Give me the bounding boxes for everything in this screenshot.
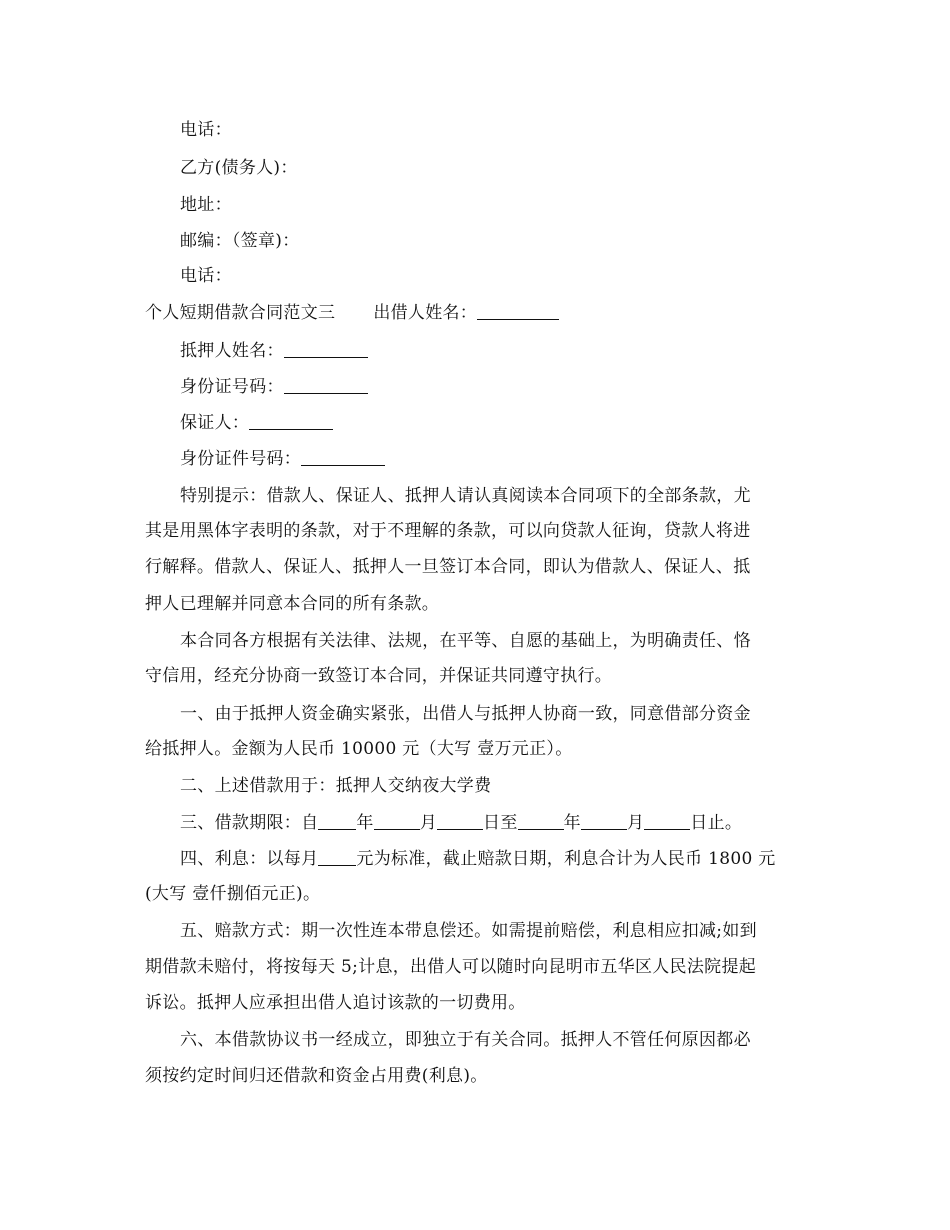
year-label-2: 年 (563, 813, 581, 833)
document-title: 个人短期借款合同范文三 (145, 303, 336, 323)
clause-1-line-2: 给抵押人。金额为人民币 10000 元（大写 壹万元正）。 (145, 739, 573, 759)
lender-name-blank (477, 303, 559, 320)
interest-rest: 元为标准，截止赔款日期，利息合计为人民币 1800 元 (356, 849, 776, 869)
address-label: 地址： (180, 195, 232, 215)
year-label-1: 年 (356, 813, 374, 833)
notice-line-1: 特别提示：借款人、保证人、抵押人请认真阅读本合同项下的全部条款，尤 (180, 486, 751, 506)
guarantor-blank (249, 413, 333, 430)
interest-prefix: 四、利息：以每月 (180, 849, 319, 869)
loan-term-prefix: 三、借款期限：自 (180, 813, 319, 833)
mortgagor-name-blank (284, 341, 368, 358)
clause-2: 二、上述借款用于：抵押人交纳夜大学费 (180, 776, 492, 796)
clause-6-line-2: 须按约定时间归还借款和资金占用费(利息)。 (145, 1066, 488, 1086)
id-number-line (180, 377, 368, 397)
month-label-2: 月 (626, 813, 645, 833)
clause-1-line-1: 一、由于抵押人资金确实紧张，出借人与抵押人协商一致，同意借部分资金 (180, 704, 751, 724)
id-document-label: 身份证件号码： (180, 449, 302, 469)
intro-line-1: 本合同各方根据有关法律、法规，在平等、自愿的基础上，为明确责任、恪 (180, 631, 751, 651)
start-day-blank (437, 813, 483, 830)
monthly-interest-blank (318, 849, 356, 866)
notice-line-4: 押人已理解并同意本合同的所有条款。 (145, 594, 440, 614)
phone-label-2: 电话： (180, 266, 232, 286)
clause-5-line-1: 五、赔款方式：期一次性连本带息偿还。如需提前赔偿，利息相应扣减;如到 (180, 921, 757, 941)
id-number-label: 身份证号码： (180, 377, 284, 397)
end-day-blank (644, 813, 690, 830)
clause-5-line-2: 期借款未赔付，将按每天 5;计息，出借人可以随时向昆明市五华区人民法院提起 (145, 957, 757, 977)
phone-label-1: 电话： (180, 120, 232, 140)
end-year-blank (518, 813, 564, 830)
end-month-blank (581, 813, 627, 830)
id-document-line (180, 449, 385, 469)
id-document-blank (301, 449, 385, 466)
intro-line-2: 守信用，经充分协商一致签订本合同，并保证共同遵守执行。 (145, 666, 613, 686)
party-b-label: 乙方(债务人)： (180, 158, 298, 178)
clause-4-line-2: (大写 壹仟捌佰元正)。 (145, 884, 321, 904)
start-month-blank (374, 813, 420, 830)
day-to-label: 日至 (483, 813, 518, 833)
day-end-label: 日止。 (690, 813, 743, 833)
guarantor-label: 保证人： (180, 413, 250, 433)
mortgagor-name-label: 抵押人姓名： (180, 341, 284, 361)
mortgagor-name-line (180, 341, 368, 361)
title-line (145, 303, 559, 323)
clause-4-line-1 (180, 849, 776, 869)
clause-3 (180, 813, 742, 833)
notice-line-3: 行解释。借款人、保证人、抵押人一旦签订本合同，即认为借款人、保证人、抵 (145, 557, 751, 577)
notice-line-2: 其是用黑体字表明的条款，对于不理解的条款，可以向贷款人征询，贷款人将进 (145, 521, 751, 541)
postcode-signature-label: 邮编：（签章)： (180, 231, 300, 251)
start-year-blank (318, 813, 356, 830)
lender-name-label: 出借人姓名： (373, 303, 478, 323)
clause-6-line-1: 六、本借款协议书一经成立，即独立于有关合同。抵押人不管任何原因都必 (180, 1030, 751, 1050)
guarantor-line (180, 413, 333, 433)
id-number-blank (284, 377, 368, 394)
clause-5-line-3: 诉讼。抵押人应承担出借人追讨该款的一切费用。 (145, 993, 526, 1013)
month-label-1: 月 (419, 813, 438, 833)
